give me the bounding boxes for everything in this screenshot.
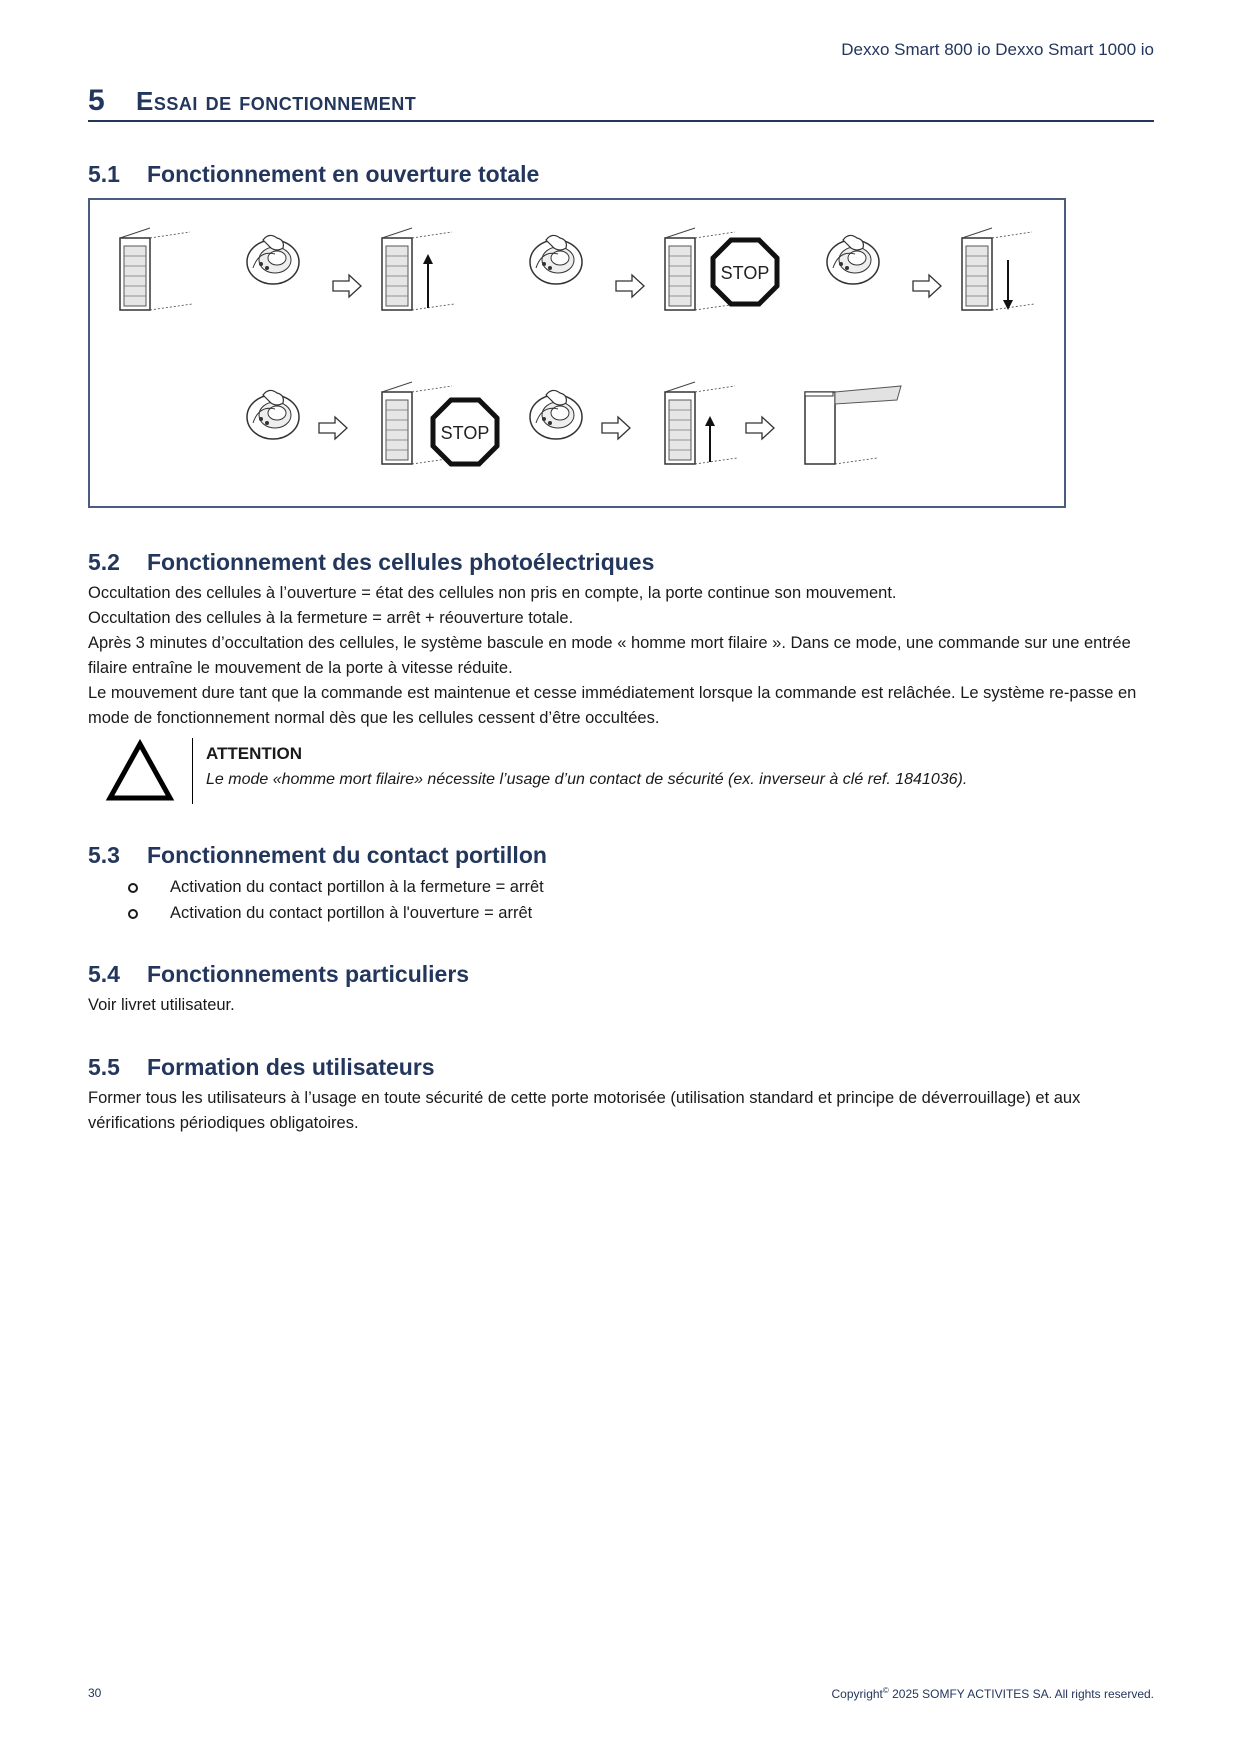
user-training-text: Former tous les utilisateurs à l’usage en toute sécurité de cette porte motorisée (utilisation standard et principe de déverrouillage) et aux vérifications périodiques obligatoires. [88, 1089, 1081, 1132]
section-heading-5-5 [88, 1054, 435, 1081]
photocell-description [88, 581, 1154, 731]
remote-control-icon [247, 390, 299, 439]
warning-divider [192, 738, 193, 804]
remote-control-icon [530, 235, 582, 284]
section-title: Fonctionnement des cellules photoélectriques [147, 549, 655, 575]
copyright-notice: Copyright© 2025 SOMFY ACTIVITES SA. All rights reserved. [831, 1686, 1154, 1701]
door-open-icon [805, 386, 901, 464]
warning-triangle-icon [104, 738, 176, 804]
arrow-right-icon [913, 275, 941, 297]
section-title: Fonctionnement en ouverture totale [147, 161, 540, 187]
bullet-icon [128, 883, 138, 893]
section-title: Fonctionnement du contact portillon [147, 842, 547, 868]
arrow-right-icon [333, 275, 361, 297]
section-number: 5.3 [88, 842, 120, 868]
section-heading-5-4 [88, 961, 469, 988]
stop-label: STOP [440, 423, 490, 443]
section-title: Formation des utilisateurs [147, 1054, 435, 1080]
door-closing-icon [962, 228, 1034, 310]
door-opening-icon [382, 228, 454, 310]
list-item-text: Activation du contact portillon à l'ouverture = arrêt [170, 904, 533, 922]
section-number: 5.5 [88, 1054, 120, 1080]
door-opening-icon [665, 382, 737, 464]
remote-control-icon [530, 390, 582, 439]
section-heading-5-3 [88, 842, 547, 869]
paragraph: Occultation des cellules à la fermeture = arrêt + réouverture totale. [88, 609, 574, 627]
list-item [124, 874, 544, 900]
list-item [124, 900, 544, 926]
remote-control-icon [247, 235, 299, 284]
special-operations-text: Voir livret utilisateur. [88, 996, 235, 1014]
contact-bullet-list [124, 874, 544, 926]
section-heading-5-1 [88, 161, 539, 188]
paragraph: Après 3 minutes d’occultation des cellules, le système bascule en mode « homme mort filaire ». Dans ce mode, une commande sur une entrée filaire entraîne le mouvement de la porte à vitesse réduite. [88, 634, 1131, 677]
chapter-title: Essai de fonctionnement [136, 86, 417, 116]
door-closed-icon [120, 228, 192, 310]
arrow-right-icon [319, 417, 347, 439]
section-number: 5.4 [88, 961, 120, 987]
section-number: 5.1 [88, 161, 120, 187]
warning-box [104, 738, 1104, 804]
chapter-number: 5 [88, 84, 105, 117]
list-item-text: Activation du contact portillon à la fermeture = arrêt [170, 878, 544, 896]
header-product-name: Dexxo Smart 800 io Dexxo Smart 1000 io [841, 40, 1154, 59]
section-number: 5.2 [88, 549, 120, 575]
arrow-right-icon [602, 417, 630, 439]
warning-text: Le mode «homme mort filaire» nécessite l’usage d’un contact de sécurité (ex. inverseur à clé ref. 1841036). [206, 771, 968, 788]
warning-title: ATTENTION [206, 744, 303, 763]
section-heading-5-2 [88, 549, 654, 576]
paragraph: Occultation des cellules à l’ouverture = état des cellules non pris en compte, la porte continue son mouvement. [88, 584, 897, 602]
stop-label: STOP [720, 263, 770, 283]
remote-control-icon [827, 235, 879, 284]
arrow-right-icon [746, 417, 774, 439]
operation-sequence-figure [88, 198, 1066, 508]
chapter-heading [88, 82, 1154, 122]
page-number: 30 [88, 1686, 102, 1700]
section-title: Fonctionnements particuliers [147, 961, 470, 987]
bullet-icon [128, 909, 138, 919]
paragraph: Le mouvement dure tant que la commande est maintenue et cesse immédiatement lorsque la commande est relâchée. Le système re-passe en mode de fonctionnement normal dès que les cellules cessent d’être occultées. [88, 684, 1137, 727]
arrow-right-icon [616, 275, 644, 297]
